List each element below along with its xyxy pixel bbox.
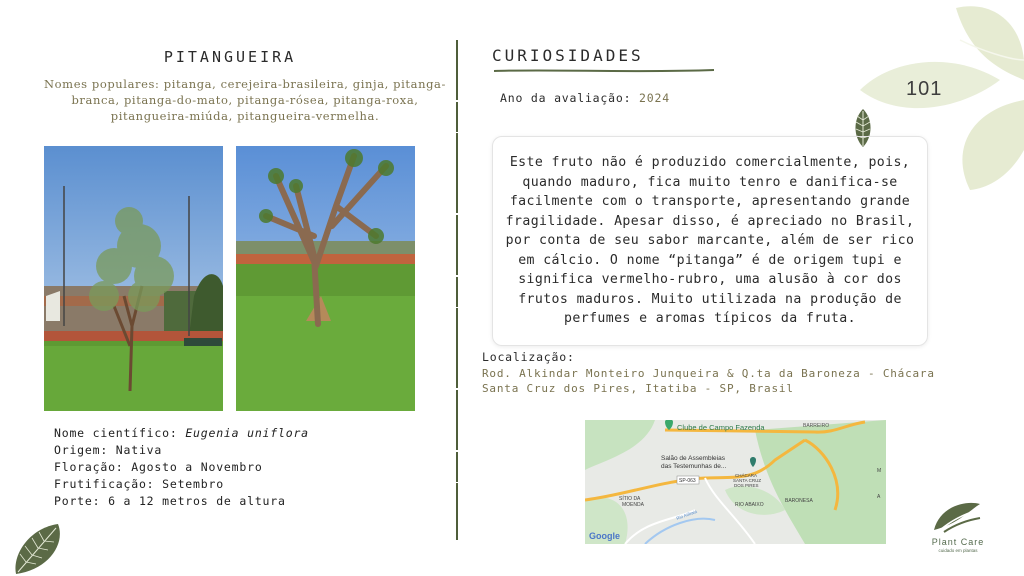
map-label-edge-m: M	[877, 468, 882, 474]
location-label: Localização:	[482, 350, 575, 364]
map-label-hall-1: Salão de Assembleias	[661, 455, 725, 462]
popular-names: Nomes populares: pitanga, cerejeira-brasileira, ginja, pitanga-branca, pitanga-do-mato, pitanga-rósea, pitanga-roxa, pitangueira-miúda, pitangueira-vermelha.	[44, 77, 446, 123]
location-value: Rod. Alkindar Monteiro Junqueira & Q.ta da Baroneza - Chácara Santa Cruz dos Pires, Itatiba - SP, Brasil	[482, 367, 935, 395]
page-number: 101	[906, 78, 943, 100]
plant-photo-1	[44, 146, 223, 411]
map-label-road: SP-063	[679, 478, 696, 484]
map-label-rio: RIO ABAIXO	[735, 502, 764, 508]
scientific-name-value: Eugenia uniflora	[185, 426, 309, 440]
origin-row: Origem: Nativa	[54, 443, 163, 457]
leaf-icon-bottom	[8, 520, 64, 576]
location-map[interactable]	[585, 420, 886, 544]
map-label-hall-2: das Testemunhas de...	[661, 463, 727, 470]
map-label-chacara-2: SANTA CRUZ	[733, 478, 762, 483]
curiosity-card	[492, 136, 928, 346]
map-label-barreiro: BARREIRO	[803, 423, 830, 429]
google-logo: Google	[589, 531, 620, 541]
plant-title: PITANGUEIRA	[163, 48, 297, 66]
scientific-name-row	[54, 425, 309, 442]
flowering-row: Floração: Agosto a Novembro	[54, 460, 263, 474]
size-row: Porte: 6 a 12 metros de altura	[54, 494, 286, 508]
map-label-river: Rio Atibaia	[675, 508, 698, 521]
fruiting-row: Frutificação: Setembro	[54, 477, 224, 491]
map-label-baronesa: BARONESA	[785, 498, 813, 504]
evaluation-year	[500, 91, 670, 105]
column-divider	[455, 40, 459, 540]
map-label-chacara-3: DOS PIRES	[734, 483, 759, 488]
year-label: Ano da avaliação:	[500, 91, 640, 105]
plant-info	[54, 425, 309, 510]
plant-photo-2	[236, 146, 415, 411]
scientific-name-label: Nome científico:	[54, 426, 186, 440]
map-label-chacara-1: CHÁCARA	[735, 473, 758, 478]
map-label-edge-a: A	[877, 494, 881, 500]
brand-tagline: cuidado em plantas	[938, 548, 978, 553]
plant-care-logo	[930, 500, 982, 536]
brand-name: Plant Care	[931, 537, 985, 547]
map-label-club: Clube de Campo Fazenda	[677, 423, 765, 432]
curiosities-title: CURIOSIDADES	[492, 46, 644, 65]
curiosity-text: Este fruto não é produzido comercialmente, pois, quando maduro, fica muito tenro e danifica-se facilmente com o transporte, apresentando grande fragilidade. Apesar disso, é apreciado no Brasil, por conta de seu sabor marcante, além de ser rico em cálcio. O nome “pitanga” é de origem tupi e significa vermelho-rubro, uma alusão à cor dos frutos maduros. Muito utilizada na produção de perfumes e aromas típicos da fruta.	[505, 155, 915, 326]
title-underline	[494, 68, 714, 74]
year-value: 2024	[639, 91, 670, 105]
map-label-sitio-2: MOENDA	[622, 502, 644, 508]
map-label-sitio-1: SÍTIO DA	[619, 496, 641, 502]
